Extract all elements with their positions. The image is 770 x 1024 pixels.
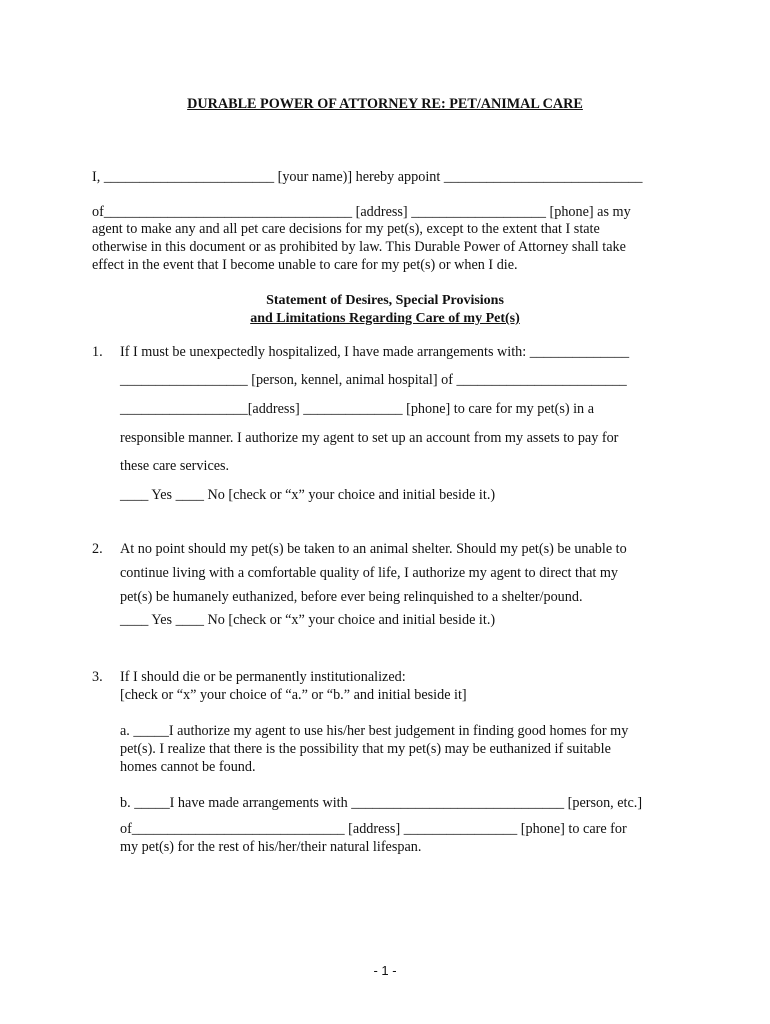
item-3-line-2: [check or “x” your choice of “a.” or “b.” and initial beside it] xyxy=(120,687,467,703)
intro-line-1: I, ________________________ [your name)] hereby appoint ____________________________ xyxy=(92,169,643,185)
item-1-line-5: these care services. xyxy=(120,458,230,474)
item-1-line-4: responsible manner. I authorize my agent to set up an account from my assets to pay for xyxy=(120,430,619,446)
item-3b-line-1: b. _____I have made arrangements with ______________________________ [person, etc.] xyxy=(120,795,643,811)
item-3a-line-3: homes cannot be found. xyxy=(120,759,256,775)
item-1-line-3: __________________[address] ______________ [phone] to care for my pet(s) in a xyxy=(120,401,594,417)
item-1-yes-no: ____ Yes ____ No [check or “x” your choice and initial beside it.) xyxy=(120,487,496,503)
intro-line-4: otherwise in this document or as prohibited by law. This Durable Power of Attorney shall take xyxy=(92,239,626,255)
item-1-line-1: If I must be unexpectedly hospitalized, I have made arrangements with: ______________ xyxy=(120,344,630,360)
item-3a-line-2: pet(s). I realize that there is the possibility that my pet(s) may be euthanized if suitable xyxy=(120,741,611,757)
section-heading-line-1: Statement of Desires, Special Provisions xyxy=(266,293,504,308)
intro-line-3: agent to make any and all pet care decisions for my pet(s), except to the extent that I state xyxy=(92,221,600,237)
item-3a-line-1: a. _____I authorize my agent to use his/her best judgement in finding good homes for my xyxy=(120,723,629,739)
item-2-line-1: At no point should my pet(s) be taken to an animal shelter. Should my pet(s) be unable to xyxy=(120,541,627,557)
item-2-line-2: continue living with a comfortable quality of life, I authorize my agent to direct that my xyxy=(120,565,618,581)
page-number: - 1 - xyxy=(373,963,397,978)
item-2-number: 2. xyxy=(92,541,103,557)
item-1-line-2: __________________ [person, kennel, animal hospital] of ________________________ xyxy=(120,372,627,388)
item-1-number: 1. xyxy=(92,344,103,360)
item-3-number: 3. xyxy=(92,669,103,685)
item-3b-line-3: my pet(s) for the rest of his/her/their natural lifespan. xyxy=(120,839,422,855)
item-2-yes-no: ____ Yes ____ No [check or “x” your choice and initial beside it.) xyxy=(120,612,496,628)
item-3-line-1: If I should die or be permanently institutionalized: xyxy=(120,669,406,685)
document-title: DURABLE POWER OF ATTORNEY RE: PET/ANIMAL CARE xyxy=(187,96,583,112)
intro-line-5: effect in the event that I become unable to care for my pet(s) or when I die. xyxy=(92,257,518,273)
item-2-line-3: pet(s) be humanely euthanized, before ever being relinquished to a shelter/pound. xyxy=(120,589,583,605)
section-heading-line-2: and Limitations Regarding Care of my Pet(s) xyxy=(250,311,520,326)
intro-line-2: of___________________________________ [address] ___________________ [phone] as my xyxy=(92,204,631,220)
item-3b-line-2: of______________________________ [address] ________________ [phone] to care for xyxy=(120,821,627,837)
